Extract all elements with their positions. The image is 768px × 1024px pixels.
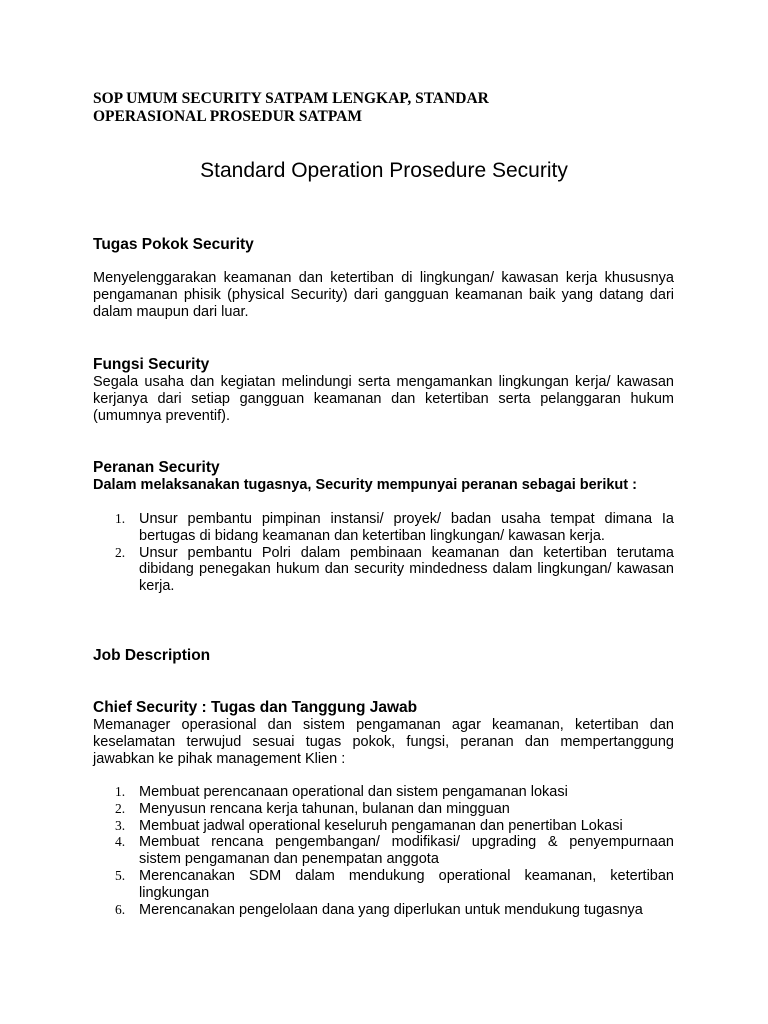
chief-security-list — [93, 784, 674, 918]
peranan-heading: Peranan Security — [93, 459, 220, 476]
list-number: 6. — [115, 901, 126, 917]
job-description-heading: Job Description — [93, 647, 211, 664]
list-text: Merencanakan SDM dalam mendukung operational keamanan, ketertiban lingkungan — [139, 867, 674, 901]
list-text: Membuat jadwal operational keseluruh pengamanan dan penertiban Lokasi — [139, 817, 623, 834]
list-item — [93, 511, 674, 545]
list-number: 5. — [115, 867, 126, 883]
list-item — [93, 545, 674, 595]
list-text: Unsur pembantu Polri dalam pembinaan keamanan dan ketertiban terutama dibidang penegakan hukum dan security mindedness dalam lingkungan/ kawasan kerja. — [139, 544, 674, 595]
list-number: 4. — [115, 834, 126, 850]
list-text: Menyusun rencana kerja tahunan, bulanan dan mingguan — [139, 800, 510, 817]
peranan-lead: Dalam melaksanakan tugasnya, Security mempunyai peranan sebagai berikut : — [93, 477, 637, 493]
list-number: 2. — [115, 800, 126, 816]
main-title: Standard Operation Prosedure Security — [200, 159, 568, 182]
list-text: Membuat perencanaan operational dan sistem pengamanan lokasi — [139, 784, 568, 800]
list-text: Membuat rencana pengembangan/ modifikasi/ upgrading & penyempurnaan sistem pengamanan dan penempatan anggota — [139, 834, 674, 868]
document-title-line-2: OPERASIONAL PROSEDUR SATPAM — [93, 108, 362, 125]
chief-security-heading: Chief Security : Tugas dan Tanggung Jawab — [93, 699, 418, 716]
list-item — [93, 818, 674, 835]
list-item — [93, 902, 674, 919]
list-number: 2. — [115, 544, 126, 560]
list-number: 1. — [115, 784, 126, 799]
list-item — [93, 801, 674, 818]
chief-security-text: Memanager operasional dan sistem pengamanan agar keamanan, ketertiban dan keselamatan terwujud sesuai tugas pokok, fungsi, peranan dan mempertanggung jawabkan ke pihak management Klien : — [93, 717, 674, 767]
fungsi-text: Segala usaha dan kegiatan melindungi serta mengamankan lingkungan kerja/ kawasan kerjanya dari setiap gangguan keamanan dan ketertiban serta pelanggaran hukum (umumnya preventif). — [93, 374, 674, 424]
list-text: Merencanakan pengelolaan dana yang diperlukan untuk mendukung tugasnya — [139, 901, 643, 918]
tugas-pokok-heading: Tugas Pokok Security — [93, 236, 254, 253]
list-item — [93, 834, 674, 868]
fungsi-heading: Fungsi Security — [93, 356, 210, 373]
tugas-pokok-text: Menyelenggarakan keamanan dan ketertiban di lingkungan/ kawasan kerja khususnya pengamanan phisik (physical Security) dari gangguan keamanan baik yang datang dari dalam maupun dari luar. — [93, 270, 674, 320]
list-text: Unsur pembantu pimpinan instansi/ proyek/ badan usaha tempat dimana Ia bertugas di bidang keamanan dan ketertiban lingkungan/ kawasan kerja. — [139, 511, 674, 544]
list-item — [93, 868, 674, 902]
list-item — [93, 784, 674, 801]
peranan-list — [93, 511, 674, 595]
list-number: 1. — [115, 511, 126, 526]
document-title — [93, 90, 674, 126]
list-number: 3. — [115, 817, 126, 833]
document-title-line-1: SOP UMUM SECURITY SATPAM LENGKAP, STANDAR — [93, 90, 489, 107]
